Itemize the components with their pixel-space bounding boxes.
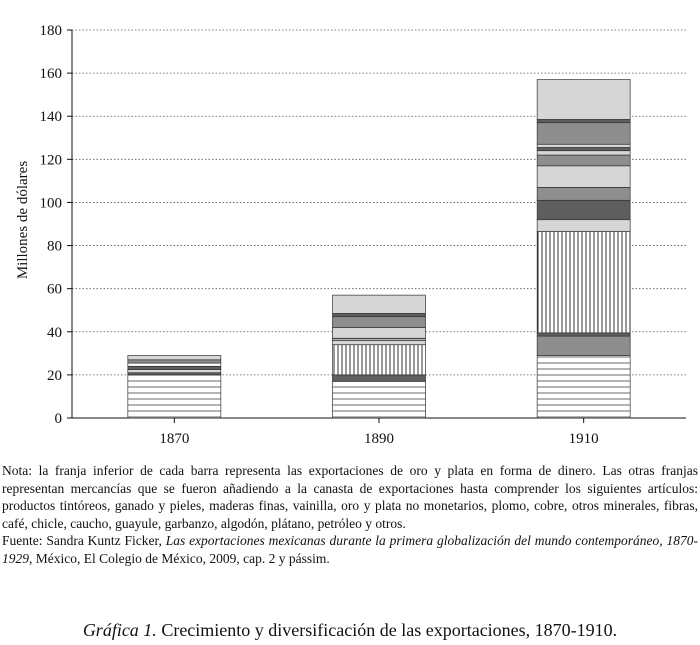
bars (128, 80, 630, 418)
y-tick-label: 160 (39, 66, 62, 83)
bar-segment (537, 119, 630, 122)
bar-1870 (128, 355, 221, 418)
bar-segment (128, 375, 221, 418)
y-tick-label: 120 (39, 152, 62, 169)
y-tick-label: 60 (47, 281, 62, 298)
bar-segment (537, 123, 630, 145)
bar-segment (128, 360, 221, 363)
caption-label: Gráfica 1. (82, 620, 157, 640)
bar-segment (333, 375, 426, 381)
bar-segment (537, 80, 630, 120)
bar-segment (537, 232, 630, 333)
bar-segment (333, 381, 426, 418)
bar-segment (333, 295, 426, 313)
note-label: Nota: (2, 463, 32, 478)
bar-segment (128, 366, 221, 369)
bar-segment (537, 166, 630, 188)
y-tick-label: 20 (47, 367, 62, 384)
caption-text: Crecimiento y diversificación de las exportaciones, 1870-1910. (156, 620, 618, 640)
bar-segment (537, 333, 630, 336)
bar-segment (537, 200, 630, 219)
bar-segment (537, 147, 630, 150)
y-tick-label: 80 (47, 238, 62, 255)
bar-segment (537, 355, 630, 418)
source-rest: , México, El Colegio de México, 2009, cap. 2 y pássim. (29, 550, 330, 566)
y-tick-label: 100 (39, 195, 62, 212)
x-tick-label: 1890 (364, 431, 394, 447)
chart-note (2, 462, 698, 567)
y-tick-labels (40, 23, 73, 427)
bar-segment (333, 317, 426, 328)
bar-segment (537, 155, 630, 166)
bar-segment (128, 363, 221, 366)
source-title: Las exportaciones mexicanas durante la primera globalización del mundo contemporáneo, 1870-1929 (2, 533, 698, 566)
y-tick-label: 40 (47, 324, 62, 341)
bar-segment (537, 336, 630, 355)
bar-segment (333, 327, 426, 338)
y-tick-label: 140 (39, 109, 62, 126)
y-tick-label: 180 (39, 23, 62, 39)
source-label: Fuente: (2, 533, 43, 548)
source-paragraph (2, 532, 698, 567)
bar-segment (333, 313, 426, 316)
y-axis-label: Millones de dólares (15, 160, 31, 280)
source-author: Sandra Kuntz Ficker, (42, 533, 166, 548)
x-tick-labels (159, 418, 598, 447)
bar-segment (128, 370, 221, 373)
y-tick-label: 0 (54, 411, 62, 427)
note-paragraph (2, 462, 698, 532)
bar-segment (333, 345, 426, 375)
note-text: la franja inferior de cada barra representa las exportaciones de oro y plata en forma de dinero. Las otras franjas representan mercancías que se fueron añadiendo a la canasta de exportaciones hasta comprender los siguientes artículos: productos tintóreos, ganado y pieles, maderas finas, vainilla, oro y plata no monetarios, plomo, cobre, otros minerales, fibras, café, chicle, caucho, guayule, garbanzo, algodón, plátano, petróleo y otros. (2, 463, 698, 531)
x-tick-label: 1870 (159, 431, 190, 447)
figure-caption (0, 620, 700, 641)
bar-1890 (333, 295, 426, 418)
x-tick-label: 1910 (568, 431, 599, 447)
bar-segment (333, 340, 426, 344)
bar-segment (537, 220, 630, 232)
bar-segment (537, 187, 630, 200)
bar-segment (128, 355, 221, 359)
bar-1910 (537, 80, 630, 418)
bar-segment (537, 151, 630, 155)
bar-segment (537, 144, 630, 147)
